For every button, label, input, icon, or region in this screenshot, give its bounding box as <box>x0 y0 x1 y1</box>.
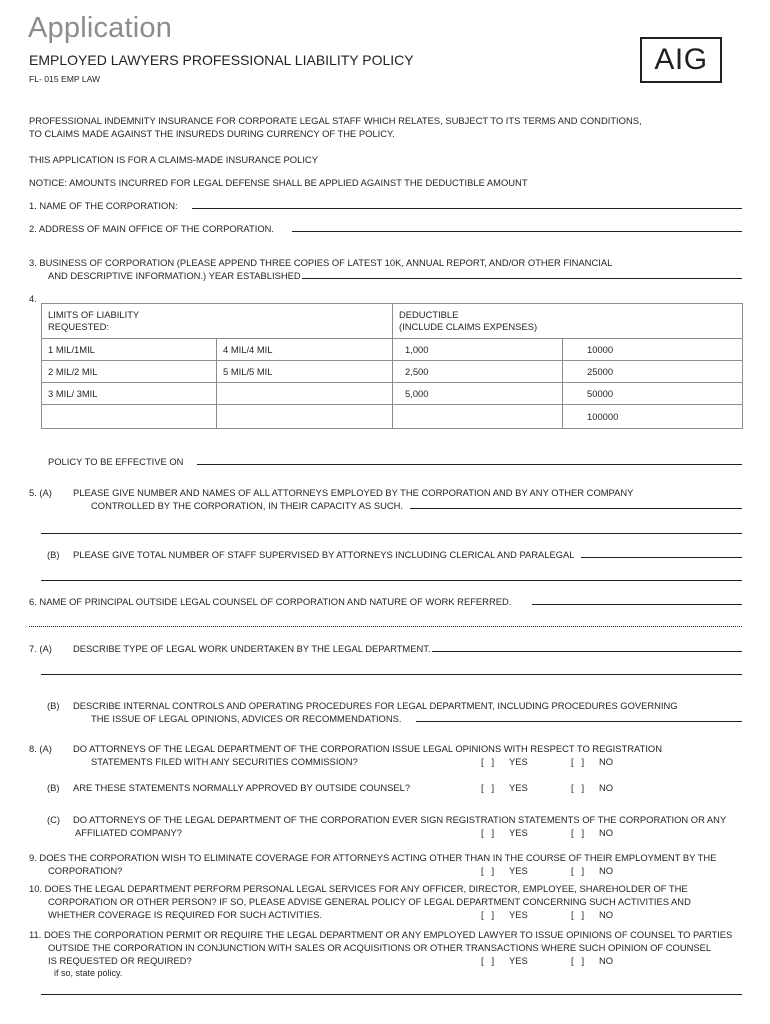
q8a-yes-checkbox[interactable]: [ ] YES <box>481 756 528 767</box>
q8c-label: (C) <box>47 814 61 825</box>
claims-made-notice: THIS APPLICATION IS FOR A CLAIMS-MADE INSURANCE POLICY <box>29 154 318 165</box>
q11-no-checkbox[interactable]: [ ] NO <box>571 955 614 966</box>
q8a-line-2: STATEMENTS FILED WITH ANY SECURITIES COMMISSION? <box>91 756 358 767</box>
q11-answer-line[interactable] <box>41 994 742 995</box>
table-cell[interactable]: 2 MIL/2 MIL <box>42 361 217 383</box>
intro-line-2: TO CLAIMS MADE AGAINST THE INSUREDS DURING CURRENCY OF THE POLICY. <box>29 128 395 139</box>
q8c-yes-checkbox[interactable]: [ ] YES <box>481 827 528 838</box>
q5b-answer-line-2[interactable] <box>41 580 742 581</box>
limits-header-line-2: REQUESTED: <box>48 321 109 332</box>
q8a-line-1: DO ATTORNEYS OF THE LEGAL DEPARTMENT OF THE CORPORATION ISSUE LEGAL OPINIONS WITH RESPECT TO REGISTRATION <box>73 743 662 754</box>
notice-label: NOTICE: <box>29 177 68 188</box>
q8a-no-checkbox[interactable]: [ ] NO <box>571 756 614 767</box>
table-cell[interactable] <box>393 405 563 429</box>
q9-line-1: 9. DOES THE CORPORATION WISH TO ELIMINATE COVERAGE FOR ATTORNEYS ACTING OTHER THAN IN THE COURSE OF THEIR EMPLOYMENT BY THE <box>29 852 717 863</box>
q3-line-1: 3. BUSINESS OF CORPORATION (PLEASE APPEND THREE COPIES OF LATEST 10K, ANNUAL REPORT, AND/OR OTHER FINANCIAL <box>29 257 613 268</box>
logo-text: AIG <box>654 43 708 76</box>
q9-no-checkbox[interactable]: [ ] NO <box>571 865 614 876</box>
table-row <box>42 361 743 383</box>
q8b-no-checkbox[interactable]: [ ] NO <box>571 782 614 793</box>
table-cell[interactable] <box>217 405 393 429</box>
q5a-answer-line-2[interactable] <box>41 533 742 534</box>
table-cell[interactable]: 1,000 <box>393 339 563 361</box>
q11-line-2: OUTSIDE THE CORPORATION IN CONJUNCTION WITH SALES OR ACQUISITIONS OR OTHER TRANSACTIONS WHERE SUCH OPINION OF COUNSEL <box>48 942 712 953</box>
q2-label: 2. ADDRESS OF MAIN OFFICE OF THE CORPORATION. <box>29 223 274 234</box>
table-row <box>42 383 743 405</box>
form-subtitle: EMPLOYED LAWYERS PROFESSIONAL LIABILITY POLICY <box>29 52 414 68</box>
q7-number: 7. (A) <box>29 643 52 654</box>
deductible-header-line-1: DEDUCTIBLE <box>399 309 459 320</box>
q7a-text: DESCRIBE TYPE OF LEGAL WORK UNDERTAKEN BY THE LEGAL DEPARTMENT. <box>73 643 431 654</box>
table-cell[interactable]: 100000 <box>563 405 743 429</box>
effective-date-line[interactable] <box>197 464 742 465</box>
q8c-line-2: AFFILIATED COMPANY? <box>75 827 182 838</box>
deductible-header <box>393 304 743 339</box>
q5a-answer-line-1[interactable] <box>410 508 742 509</box>
table-row <box>42 339 743 361</box>
q7b-line-1: DESCRIBE INTERNAL CONTROLS AND OPERATING PROCEDURES FOR LEGAL DEPARTMENT, INCLUDING PROCEDURES GOVERNING <box>73 700 678 711</box>
limits-table <box>41 303 743 429</box>
page-title: Application <box>28 12 173 44</box>
effective-date-label: POLICY TO BE EFFECTIVE ON <box>48 456 184 467</box>
table-cell[interactable]: 2,500 <box>393 361 563 383</box>
table-cell[interactable]: 1 MIL/1MIL <box>42 339 217 361</box>
q11-line-3: IS REQUESTED OR REQUIRED? <box>48 955 192 966</box>
q8c-line-1: DO ATTORNEYS OF THE LEGAL DEPARTMENT OF THE CORPORATION EVER SIGN REGISTRATION STATEMENTS OF THE CORPORATION OR ANY <box>73 814 727 825</box>
limits-header-line-1: LIMITS OF LIABILITY <box>48 309 140 320</box>
q1-answer-line[interactable] <box>192 208 742 209</box>
q10-line-1: 10. DOES THE LEGAL DEPARTMENT PERFORM PERSONAL LEGAL SERVICES FOR ANY OFFICER, DIRECTOR, EMPLOYEE, SHAREHOLDER OF THE <box>29 883 688 894</box>
q5a-line-2: CONTROLLED BY THE CORPORATION, IN THEIR CAPACITY AS SUCH. <box>91 500 404 511</box>
q5b-answer-line-1[interactable] <box>581 557 742 558</box>
q7a-answer-line-2[interactable] <box>41 674 742 675</box>
table-cell[interactable]: 4 MIL/4 MIL <box>217 339 393 361</box>
q9-yes-checkbox[interactable]: [ ] YES <box>481 865 528 876</box>
q4-number: 4. <box>29 293 37 304</box>
table-cell[interactable] <box>42 405 217 429</box>
limits-header <box>42 304 393 339</box>
q7a-answer-line-1[interactable] <box>432 651 742 652</box>
q10-no-checkbox[interactable]: [ ] NO <box>571 909 614 920</box>
q3-answer-line[interactable] <box>302 278 742 279</box>
q8c-no-checkbox[interactable]: [ ] NO <box>571 827 614 838</box>
q9-line-2: CORPORATION? <box>48 865 123 876</box>
q11-line-1: 11. DOES THE CORPORATION PERMIT OR REQUIRE THE LEGAL DEPARTMENT OR ANY EMPLOYED LAWYER TO ISSUE OPINIONS OF COUNSEL TO PARTIES <box>29 929 733 940</box>
form-number: FL- 015 EMP LAW <box>29 74 101 84</box>
q3-line-2: AND DESCRIPTIVE INFORMATION.) YEAR ESTABLISHED <box>48 270 301 281</box>
intro-line-1: PROFESSIONAL INDEMNITY INSURANCE FOR CORPORATE LEGAL STAFF WHICH RELATES, SUBJECT TO ITS TERMS AND CONDITIONS, <box>29 115 642 126</box>
q8b-text: ARE THESE STATEMENTS NORMALLY APPROVED BY OUTSIDE COUNSEL? <box>73 782 411 793</box>
q10-line-3: WHETHER COVERAGE IS REQUIRED FOR SUCH ACTIVITIES. <box>48 909 322 920</box>
q6-answer-line-1[interactable] <box>532 604 742 605</box>
q5b-label: (B) <box>47 549 60 560</box>
q5a-line-1: PLEASE GIVE NUMBER AND NAMES OF ALL ATTORNEYS EMPLOYED BY THE CORPORATION AND BY ANY OTHER COMPANY <box>73 487 634 498</box>
table-cell[interactable]: 25000 <box>563 361 743 383</box>
deductible-notice <box>29 177 528 188</box>
table-row <box>42 405 743 429</box>
table-header-row <box>42 304 743 339</box>
q8-number: 8. (A) <box>29 743 52 754</box>
notice-text: AMOUNTS INCURRED FOR LEGAL DEFENSE SHALL BE APPLIED AGAINST THE DEDUCTIBLE AMOUNT <box>67 177 528 188</box>
table-cell[interactable]: 5 MIL/5 MIL <box>217 361 393 383</box>
q5-number: 5. (A) <box>29 487 52 498</box>
table-cell[interactable] <box>217 383 393 405</box>
q11-state-policy-label: if so, state policy. <box>54 968 123 978</box>
q8b-yes-checkbox[interactable]: [ ] YES <box>481 782 528 793</box>
q5b-text: PLEASE GIVE TOTAL NUMBER OF STAFF SUPERVISED BY ATTORNEYS INCLUDING CLERICAL AND PARALEGAL <box>73 549 575 560</box>
q1-label: 1. NAME OF THE CORPORATION: <box>29 200 178 211</box>
table-cell[interactable]: 10000 <box>563 339 743 361</box>
q6-label: 6. NAME OF PRINCIPAL OUTSIDE LEGAL COUNSEL OF CORPORATION AND NATURE OF WORK REFERRED. <box>29 596 512 607</box>
q7b-line-2: THE ISSUE OF LEGAL OPINIONS, ADVICES OR RECOMMENDATIONS. <box>91 713 402 724</box>
table-cell[interactable]: 3 MIL/ 3MIL <box>42 383 217 405</box>
deductible-header-line-2: (INCLUDE CLAIMS EXPENSES) <box>399 321 538 332</box>
q2-answer-line[interactable] <box>292 231 742 232</box>
table-cell[interactable]: 50000 <box>563 383 743 405</box>
q11-yes-checkbox[interactable]: [ ] YES <box>481 955 528 966</box>
table-cell[interactable]: 5,000 <box>393 383 563 405</box>
q10-line-2: CORPORATION OR OTHER PERSON? IF SO, PLEASE ADVISE GENERAL POLICY OF LEGAL DEPARTMENT CONCERNING SUCH ACTIVITIES AND <box>48 896 691 907</box>
aig-logo <box>640 37 722 83</box>
q10-yes-checkbox[interactable]: [ ] YES <box>481 909 528 920</box>
q8b-label: (B) <box>47 782 60 793</box>
q7b-answer-line[interactable] <box>416 721 742 722</box>
q7b-label: (B) <box>47 700 60 711</box>
q6-answer-line-2[interactable] <box>29 626 742 627</box>
